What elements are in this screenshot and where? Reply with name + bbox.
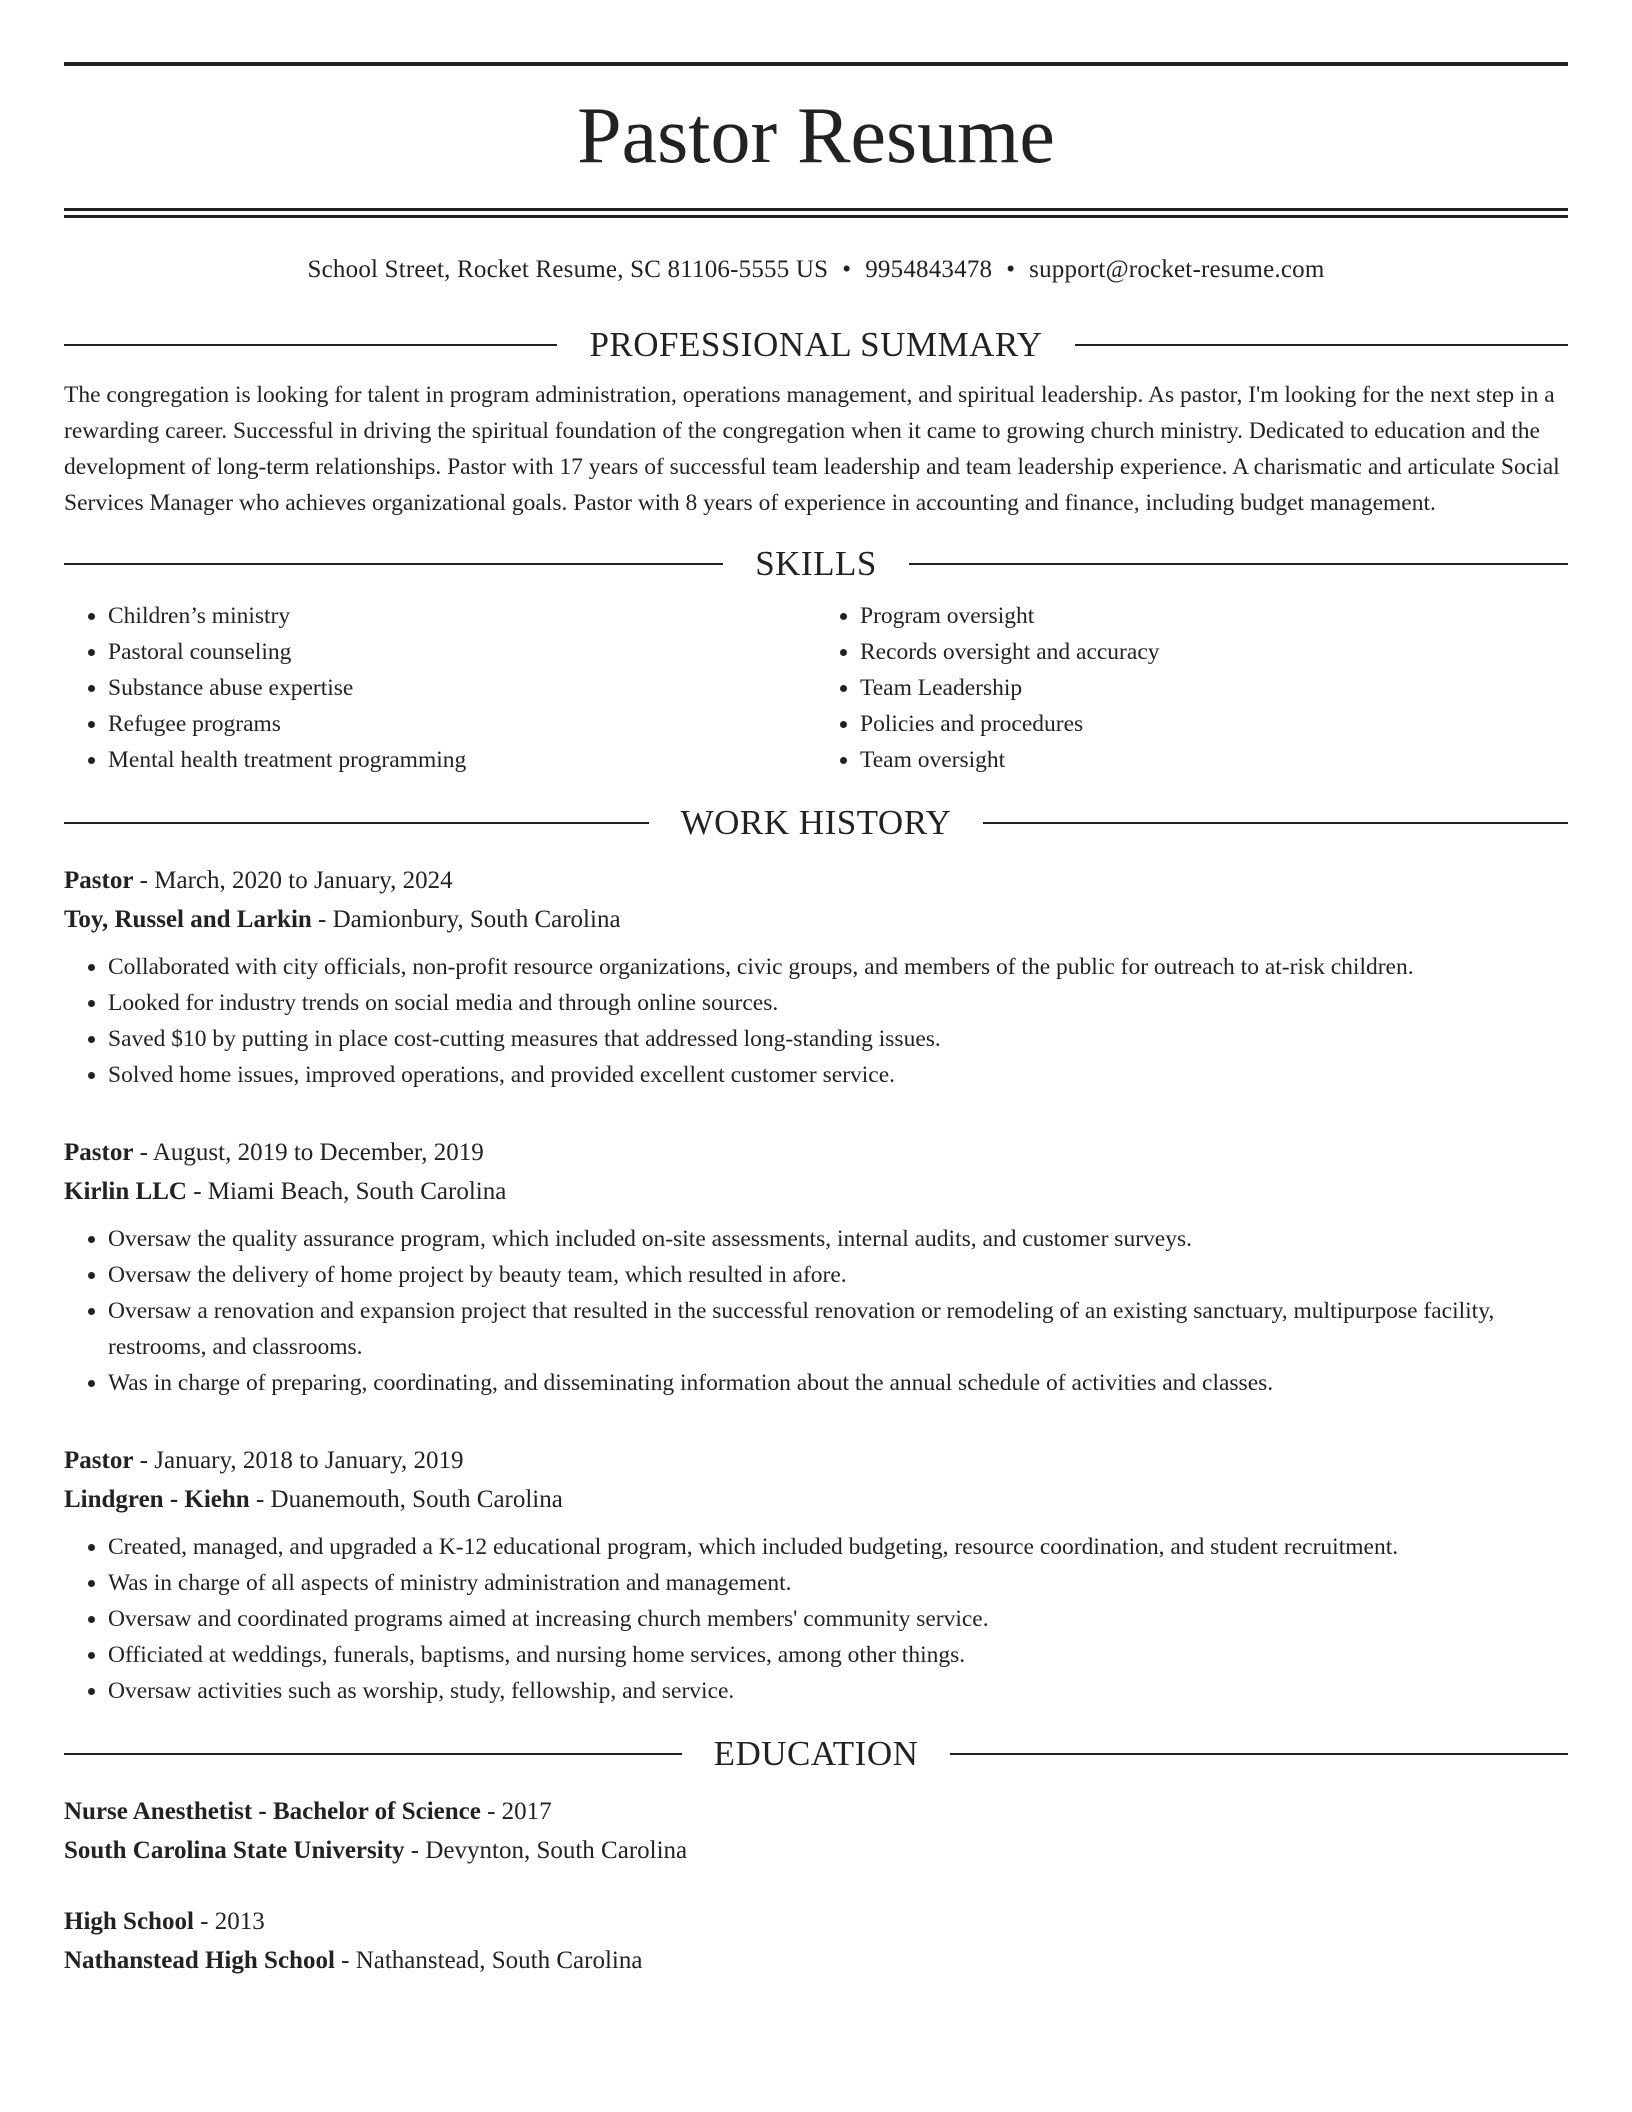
title-double-rule (64, 208, 1568, 218)
work-heading (64, 798, 1568, 847)
skill-item: • Program oversight (860, 598, 1568, 634)
work-title: WORK HISTORY (680, 803, 952, 842)
education-year: - 2017 (480, 1798, 552, 1825)
job-bullet: • Oversaw a renovation and expansion project that resulted in the successful renovation or remodeling of an existing sanctuary, multipurpose facility, restrooms, and classrooms. (108, 1293, 1568, 1365)
job-dates: - January, 2018 to January, 2019 (133, 1447, 464, 1474)
job-dates: - August, 2019 to December, 2019 (133, 1139, 484, 1166)
skills-list (64, 598, 1568, 778)
education-degree: High School (64, 1908, 194, 1935)
education-location: - Nathanstead, South Carolina (334, 1947, 643, 1974)
job-bullet: • Oversaw and coordinated programs aimed at increasing church members' community service. (108, 1601, 1568, 1637)
contact-address: School Street, Rocket Resume, SC 81106-5555 US (307, 256, 829, 283)
resume-page (64, 0, 1568, 1980)
summary-title: PROFESSIONAL SUMMARY (589, 325, 1043, 364)
job-company: Toy, Russel and Larkin (64, 906, 312, 933)
job-bullets (64, 1529, 1568, 1709)
skills-title: SKILLS (755, 544, 877, 583)
job-entry (64, 1441, 1568, 1709)
skills-column-right (816, 598, 1568, 778)
job-bullet: • Solved home issues, improved operations, and provided excellent customer service. (108, 1057, 1568, 1093)
contact-email: support@rocket-resume.com (1029, 256, 1325, 283)
heading-rule (64, 822, 649, 824)
contact-separator: • (842, 256, 852, 283)
heading-rule (909, 563, 1568, 565)
education-title: EDUCATION (713, 1734, 919, 1773)
job-company-line (64, 900, 1568, 939)
job-dates: - March, 2020 to January, 2024 (133, 867, 453, 894)
job-title: Pastor (64, 867, 134, 894)
contact-separator: • (1006, 256, 1016, 283)
heading-rule (64, 563, 723, 565)
job-bullets (64, 949, 1568, 1093)
education-degree: Nurse Anesthetist - Bachelor of Science (64, 1798, 481, 1825)
job-title-line (64, 861, 1568, 900)
education-year: - 2013 (193, 1908, 265, 1935)
job-bullet: • Saved $10 by putting in place cost-cutting measures that addressed long-standing issues. (108, 1021, 1568, 1057)
education-degree-line (64, 1792, 1568, 1831)
education-heading (64, 1729, 1568, 1778)
heading-rule (64, 1753, 682, 1755)
skill-item: • Substance abuse expertise (108, 670, 816, 706)
job-company: Kirlin LLC (64, 1178, 187, 1205)
job-bullet: • Oversaw the quality assurance program, which included on-site assessments, internal audits, and customer surveys. (108, 1221, 1568, 1257)
job-bullet: • Was in charge of all aspects of ministry administration and management. (108, 1565, 1568, 1601)
education-school: Nathanstead High School (64, 1947, 335, 1974)
summary-heading (64, 320, 1568, 369)
job-bullet: • Looked for industry trends on social media and through online sources. (108, 985, 1568, 1021)
job-location: - Duanemouth, South Carolina (249, 1486, 563, 1513)
job-company-line (64, 1172, 1568, 1211)
education-school: South Carolina State University (64, 1837, 405, 1864)
job-entry (64, 1133, 1568, 1401)
top-rule (64, 62, 1568, 66)
skill-item: • Refugee programs (108, 706, 816, 742)
education-entry (64, 1902, 1568, 1980)
contact-phone: 9954843478 (865, 256, 993, 283)
skill-item: • Mental health treatment programming (108, 742, 816, 778)
job-title-line (64, 1133, 1568, 1172)
skills-heading (64, 539, 1568, 588)
skill-item: • Policies and procedures (860, 706, 1568, 742)
job-bullet: • Oversaw activities such as worship, study, fellowship, and service. (108, 1673, 1568, 1709)
education-location: - Devynton, South Carolina (404, 1837, 688, 1864)
heading-rule (950, 1753, 1568, 1755)
job-company-line (64, 1480, 1568, 1519)
page-title: Pastor Resume (577, 92, 1055, 180)
skill-item: • Team oversight (860, 742, 1568, 778)
education-entry (64, 1792, 1568, 1870)
job-title-line (64, 1441, 1568, 1480)
job-title: Pastor (64, 1447, 134, 1474)
summary-text: The congregation is looking for talent in program administration, operations management, and spiritual leadership. As pastor, I'm looking for the next step in a rewarding career. Successful in driving the spiritual foundation of the congregation when it came to growing church ministry. Dedicated to education and the development of long-term relationships. Pastor with 17 years of successful team leadership and team leadership experience. A charismatic and articulate Social Services Manager who achieves organizational goals. Pastor with 8 years of experience in accounting and finance, including budget management. (64, 382, 1560, 516)
education-school-line (64, 1941, 1568, 1980)
job-company: Lindgren - Kiehn (64, 1486, 250, 1513)
job-bullet: • Created, managed, and upgraded a K-12 educational program, which included budgeting, resource coordination, and student recruitment. (108, 1529, 1568, 1565)
contact-line (64, 256, 1568, 284)
job-title: Pastor (64, 1139, 134, 1166)
education-degree-line (64, 1902, 1568, 1941)
heading-rule (64, 344, 557, 346)
job-bullet: • Officiated at weddings, funerals, baptisms, and nursing home services, among other things. (108, 1637, 1568, 1673)
heading-rule (1075, 344, 1568, 346)
job-entry (64, 861, 1568, 1093)
job-location: - Damionbury, South Carolina (311, 906, 621, 933)
job-bullet: • Oversaw the delivery of home project by beauty team, which resulted in afore. (108, 1257, 1568, 1293)
job-location: - Miami Beach, South Carolina (186, 1178, 507, 1205)
skill-item: • Records oversight and accuracy (860, 634, 1568, 670)
skill-item: • Pastoral counseling (108, 634, 816, 670)
skill-item: • Children’s ministry (108, 598, 816, 634)
job-bullet: • Was in charge of preparing, coordinating, and disseminating information about the annual schedule of activities and classes. (108, 1365, 1568, 1401)
job-bullet: • Collaborated with city officials, non-profit resource organizations, civic groups, and members of the public for outreach to at-risk children. (108, 949, 1568, 985)
skills-column-left (64, 598, 816, 778)
skill-item: • Team Leadership (860, 670, 1568, 706)
education-school-line (64, 1831, 1568, 1870)
heading-rule (983, 822, 1568, 824)
job-bullets (64, 1221, 1568, 1401)
